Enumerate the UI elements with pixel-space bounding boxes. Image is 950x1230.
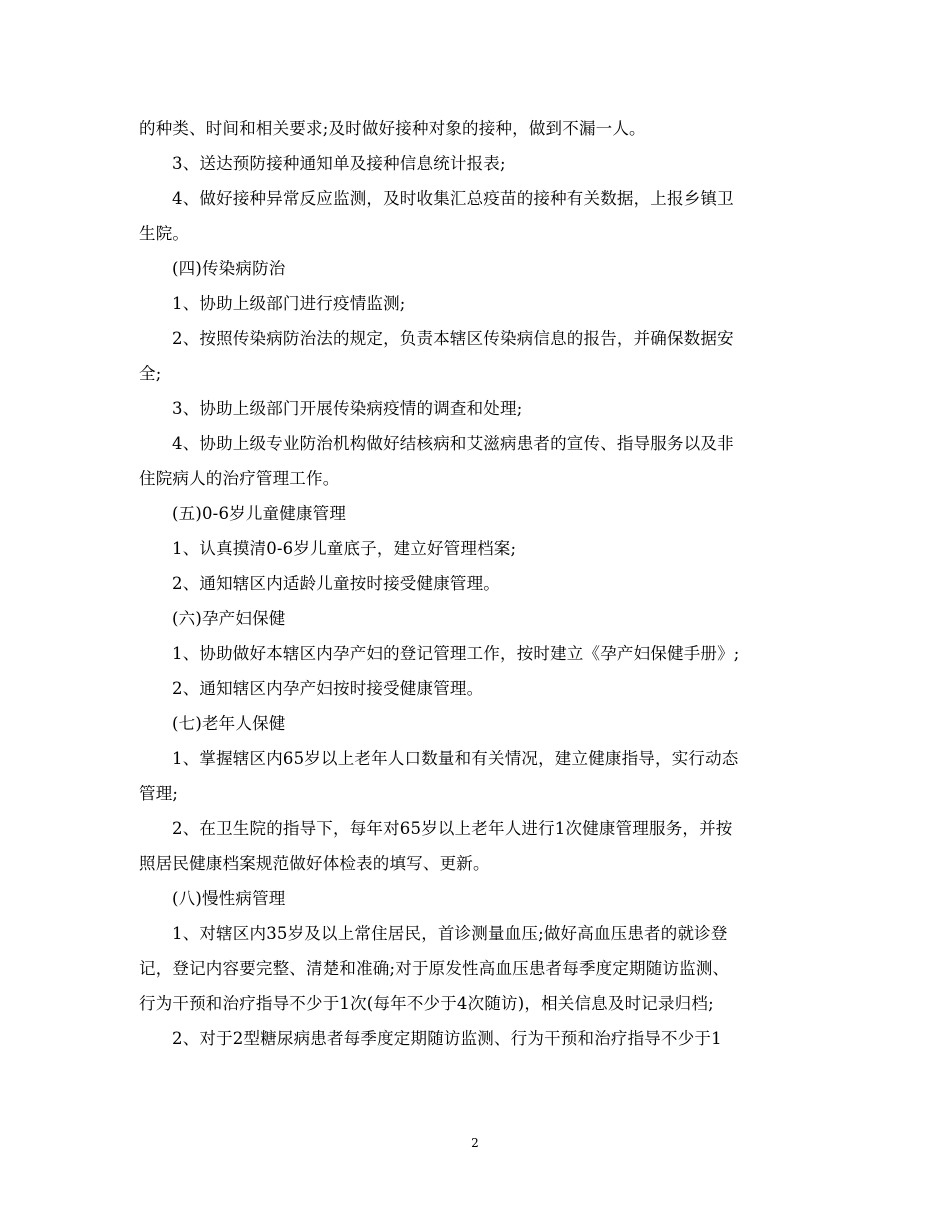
text-line: 2、对于2型糖尿病患者每季度定期随访监测、行为干预和治疗指导不少于1	[172, 1029, 722, 1048]
section-heading: (六)孕产妇保健	[172, 609, 286, 628]
text-line: 照居民健康档案规范做好体检表的填写、更新。	[139, 854, 490, 873]
text-line: 1、对辖区内35岁及以上常住居民，首诊测量血压;做好高血压患者的就诊登	[172, 924, 728, 943]
text-line: 住院病人的治疗管理工作。	[139, 469, 340, 488]
section-heading: (四)传染病防治	[172, 259, 286, 278]
text-line: 1、认真摸清0-6岁儿童底子，建立好管理档案;	[172, 539, 517, 558]
text-line: 记，登记内容要完整、清楚和准确;对于原发性高血压患者每季度定期随访监测、	[139, 959, 730, 978]
text-line: 2、按照传染病防治法的规定，负责本辖区传染病信息的报告，并确保数据安	[172, 329, 734, 348]
text-line: 4、做好接种异常反应监测，及时收集汇总疫苗的接种有关数据，上报乡镇卫	[172, 189, 734, 208]
text-line: 4、协助上级专业防治机构做好结核病和艾滋病患者的宣传、指导服务以及非	[172, 434, 734, 453]
text-line: 全;	[139, 364, 162, 383]
text-line: 3、协助上级部门开展传染病疫情的调查和处理;	[172, 399, 523, 418]
page-number: 2	[471, 1136, 479, 1150]
text-line: 2、通知辖区内适龄儿童按时接受健康管理。	[172, 574, 500, 593]
section-heading: (七)老年人保健	[172, 714, 286, 733]
text-line: 行为干预和治疗指导不少于1次(每年不少于4次随访)，相关信息及时记录归档;	[139, 994, 714, 1013]
text-line: 1、协助做好本辖区内孕产妇的登记管理工作，按时建立《孕产妇保健手册》;	[172, 644, 740, 663]
text-line: 3、送达预防接种通知单及接种信息统计报表;	[172, 154, 506, 173]
section-heading: (八)慢性病管理	[172, 889, 286, 908]
text-line: 的种类、时间和相关要求;及时做好接种对象的接种，做到不漏一人。	[139, 119, 646, 138]
text-line: 1、协助上级部门进行疫情监测;	[172, 294, 406, 313]
text-line: 2、通知辖区内孕产妇按时接受健康管理。	[172, 679, 484, 698]
section-heading: (五)0-6岁儿童健康管理	[172, 504, 347, 523]
text-line: 2、在卫生院的指导下，每年对65岁以上老年人进行1次健康管理服务，并按	[172, 819, 733, 838]
text-line: 1、掌握辖区内65岁以上老年人口数量和有关情况，建立健康指导，实行动态	[172, 749, 739, 768]
text-line: 生院。	[139, 224, 190, 243]
text-line: 管理;	[139, 784, 179, 803]
